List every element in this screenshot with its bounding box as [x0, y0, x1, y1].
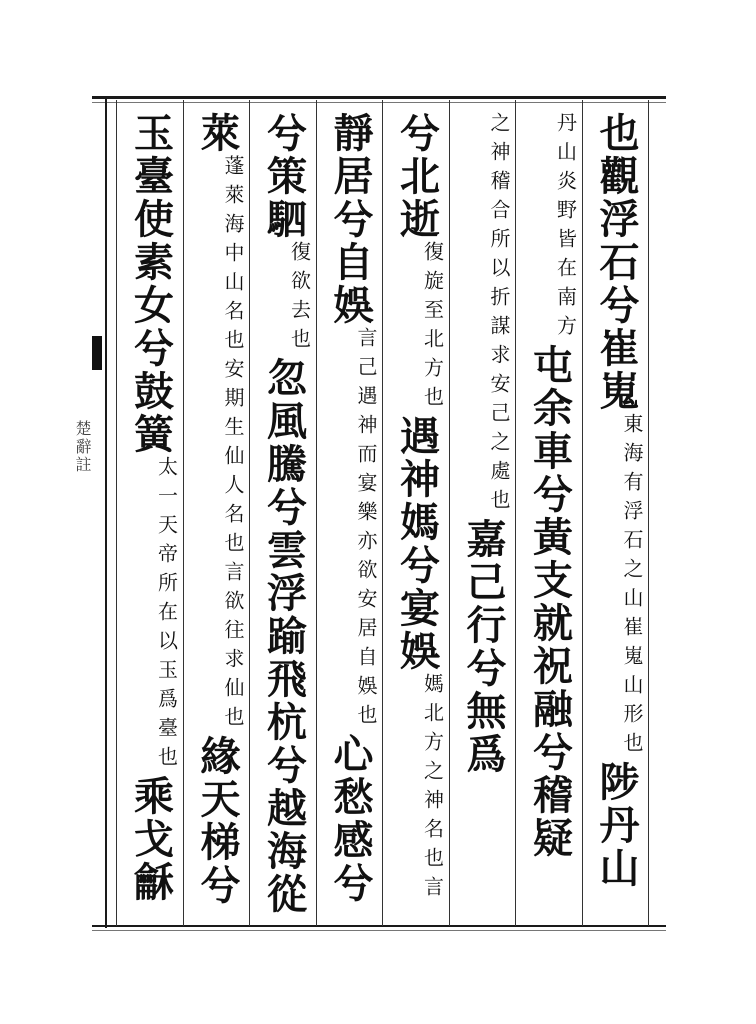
- gutter-ink-mark: [92, 336, 102, 370]
- column-separator: [116, 100, 117, 926]
- main-text: 嘉己行兮無爲: [460, 518, 507, 776]
- main-text: 萊: [194, 112, 241, 155]
- commentary-note: [354, 327, 378, 733]
- commentary-line-left: 仙人名也言欲往求仙也: [221, 445, 245, 735]
- column-separator: [648, 100, 649, 926]
- column-separator: [449, 100, 450, 926]
- commentary-line-right: 復旋至: [420, 241, 445, 328]
- commentary-line-left: 以玉爲臺也: [154, 630, 179, 775]
- left-border-rule: [105, 96, 107, 928]
- text-column: [191, 112, 246, 918]
- text-column: [590, 112, 645, 918]
- bottom-border-rule: [92, 925, 666, 927]
- commentary-line-left: 去也: [287, 299, 312, 357]
- commentary-note: [420, 241, 445, 415]
- column-separator: [316, 100, 317, 926]
- commentary-note: [221, 155, 245, 735]
- main-text: 心愁感兮: [327, 733, 374, 905]
- text-column: [523, 112, 578, 918]
- commentary-line-left: 北方也: [420, 328, 445, 415]
- top-border-rule: [92, 96, 666, 99]
- commentary-line-right: 東海有浮石之: [620, 413, 644, 587]
- commentary-line-left: 皆在南方: [553, 228, 578, 344]
- top-border-inner-rule: [92, 102, 666, 103]
- commentary-note: [287, 241, 312, 357]
- commentary-line-right: 太一天帝所在: [154, 456, 179, 630]
- commentary-line-right: 復欲: [287, 241, 312, 299]
- column-separator: [249, 100, 250, 926]
- column-separator: [582, 100, 583, 926]
- main-text: 乘戈龢: [127, 775, 175, 904]
- column-separator: [515, 100, 516, 926]
- commentary-note: [553, 112, 578, 344]
- text-column: [457, 112, 512, 918]
- main-text: 遇神媽兮宴娛: [393, 415, 441, 673]
- commentary-line-right: 蓬萊海中山名也安期生: [221, 155, 245, 445]
- commentary-line-right: 丹山炎野: [553, 112, 578, 228]
- main-text: 玉臺使素女兮鼓簧: [127, 112, 175, 456]
- commentary-line-left: 謀求安己之處也: [487, 315, 511, 518]
- main-text: 屯余車兮黃支就祝融兮稽疑: [526, 344, 574, 860]
- commentary-note: [620, 413, 644, 761]
- main-text: 靜居兮自娛: [327, 112, 374, 327]
- column-separator: [382, 100, 383, 926]
- text-column: [324, 112, 379, 918]
- column-separator: [183, 100, 184, 926]
- commentary-line-left: 亦欲安居自娛也: [354, 530, 378, 733]
- main-text: 緣天梯兮: [194, 735, 241, 907]
- main-text: 兮北逝: [393, 112, 441, 241]
- commentary-note: [154, 456, 179, 775]
- main-text: 兮策駟: [260, 112, 308, 241]
- main-text: 也觀浮石兮崔嵬: [593, 112, 640, 413]
- main-text: 陟丹山: [593, 761, 640, 890]
- bottom-border-inner-rule: [92, 930, 666, 931]
- commentary-line-right: 媽北方之神名也言: [420, 673, 445, 905]
- main-text: 忽風騰兮雲浮踰飛杭兮越海從: [260, 357, 308, 916]
- commentary-line-right: 言己遇神而宴樂: [354, 327, 378, 530]
- gutter-title: 楚辭註: [73, 420, 92, 474]
- text-column: [124, 112, 179, 918]
- text-column: [257, 112, 312, 918]
- commentary-line-left: 山崔嵬山形也: [620, 587, 644, 761]
- commentary-line-right: 之神稽合所以折: [487, 112, 511, 315]
- commentary-note: [487, 112, 511, 518]
- text-column: [390, 112, 445, 918]
